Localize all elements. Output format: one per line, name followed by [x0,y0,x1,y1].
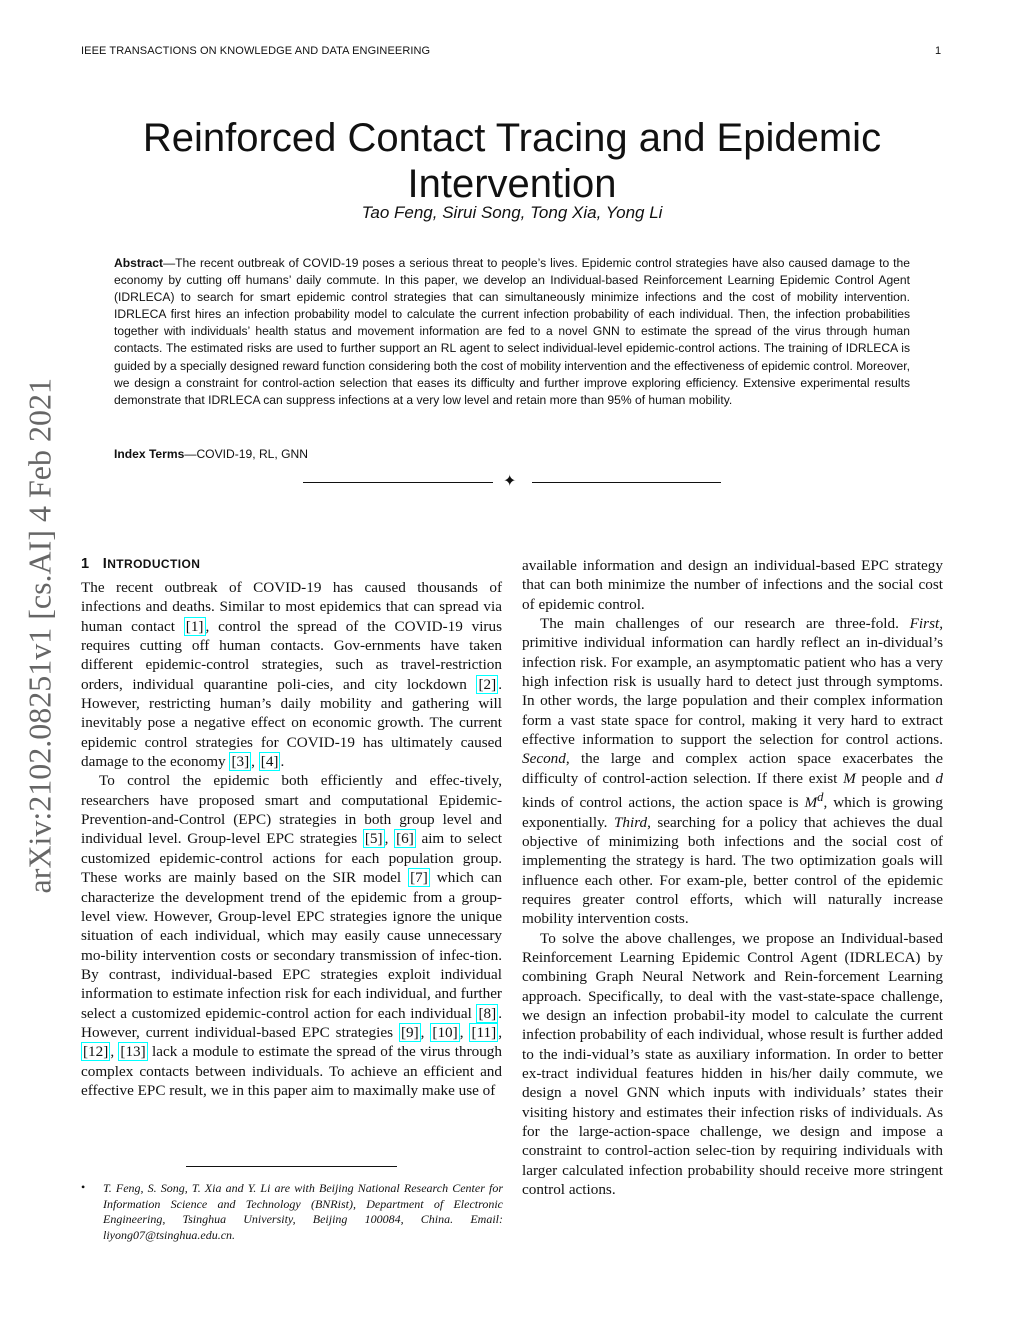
citation-link[interactable]: [5] [364,830,383,848]
emphasis-second: Second [522,750,566,768]
math-exponent: d [817,790,824,805]
text-run: aim to select customized epidemic-control actions for each population group. These works are mainly based on the SIR model [81,830,502,887]
paper-title: Reinforced Contact Tracing and Epidemic Intervention [142,115,882,206]
text-run: To control the epidemic both efficiently and effec-tively, researchers have proposed smart and computational Epidemic-Prevention-and-Control (EPC) strategies in both group level and individual level. Group-level EPC strategies [81,772,502,848]
citation-link[interactable]: [12] [83,1043,109,1061]
citation-link[interactable]: [7] [410,869,428,887]
text-run: kinds of control actions, the action space is [522,794,805,812]
math-variable: M [843,769,856,787]
abstract-label: Abstract [114,256,164,270]
citation-link[interactable]: [8] [478,1004,497,1022]
emphasis-first: First [909,615,940,633]
text-run: The recent outbreak of COVID-19 has caused thousands of infections and deaths. Similar to most epidemics that can spread via human contact [81,579,502,635]
text-run: , [110,1043,119,1061]
journal-header: IEEE TRANSACTIONS ON KNOWLEDGE AND DATA ENGINEERING [81,45,431,57]
section-title-initial: I [102,556,108,572]
left-column [81,578,502,1100]
text-run: , [420,1023,431,1041]
text-run: lack a module to estimate the spread of the virus through complex contacts between individuals. To achieve an efficient and effective EPC result, we in this paper aim to maximally make use of [81,1043,502,1099]
intro-paragraph-4 [522,614,943,929]
math-variable: d [935,769,943,787]
text-run: . However, restricting human’s daily mobility and gathering will inevitably pose a negative effect on economic growth. The current epidemic control strategies for COVID-19 has ultimately caused damage to the economy [81,675,502,771]
footnote-rule [186,1166,397,1167]
affiliation-footnote: T. Feng, S. Song, T. Xia and Y. Li are with Beijing National Research Center for Information Science and Technology (BNRist), Department of Electronic Engineering, Tsinghua University, Beijing 100084, China. Email: liyong07@tsinghua.edu.cn. [103,1181,503,1242]
text-run: people and [855,769,936,787]
citation-link[interactable]: [11] [471,1023,497,1041]
abstract-text: —The recent outbreak of COVID-19 poses a serious threat to people’s lives. Epidemic control strategies have also caused damage to the economy by cutting off humans’ daily commute. In this paper, we develop an Individual-based Reinforcement Learning Epidemic Control Agent (IDRLECA) to search for smart epidemic control strategies that can simultaneously minimize infections and the cost of mobility intervention. IDRLECA first hires an infection probability model to calculate the current infection probability of each individual. Then, the infection probabilities together with individuals’ health status and movement information are fed to a novel GNN to estimate the spread of the virus through human contacts. The estimated risks are used to further support an RL agent to select individual-level epidemic-control actions. The training of IDRLECA is guided by a specially designed reward function considering both the cost of mobility intervention and the effectiveness of epidemic control. Moreover, we design a constraint for control-action selection that eases its difficulty and further improve exploring efficiency. Extensive experimental results demonstrate that IDRLECA can suppress infections at a very low level and retain more than 95% of human mobility. [114,256,910,407]
text-run: , the large and complex action space exacerbates the difficulty of control-action selection. If there exist [522,750,943,787]
intro-paragraph-2 [81,771,502,1100]
text-run: , primitive individual information can hardly reflect an in-dividual’s infection risk. For example, an asymptomatic patient who has a very high infection risk is usually hard to detect just through symptoms. In other words, the large population and their complex information form a vast state space for control, making it very hard to extract effective information to support the selection for control actions. [522,615,943,749]
text-run: which can characterize the development trend of the epidemic from a group-level view. However, Group-level EPC strategies ignore the unique situation of each individual, which may easily cause unnecessary mo-bility intervention costs or secondary transmission of infec-tion. By contrast, individual-based EPC strategies exploit individual information to estimate infection risk for each individual, and further select a customized epidemic-control action for each individual [81,869,502,1022]
text-run: , searching for a policy that achieves the dual objective of minimizing both infections and the social cost of implementing the strategy is hard. The two optimization goals will influence each other. For exam-ple, better control of the epidemic requires greater control efforts, which will naturally increase mobility intervention costs. [522,813,943,928]
citation-link[interactable]: [3] [231,753,250,771]
text-run: . However, current individual-based EPC strategies [81,1004,502,1041]
separator-star-icon: ✦ [503,473,517,490]
citation-link[interactable]: [10] [432,1023,458,1041]
section-title-rest: NTRODUCTION [107,557,201,571]
index-terms [114,447,308,461]
text-run: , [384,830,395,848]
author-list: Tao Feng, Sirui Song, Tong Xia, Yong Li [361,203,663,222]
footnote-bullet: • [81,1180,86,1194]
section-heading [81,556,200,572]
index-terms-text: —COVID-19, RL, GNN [184,447,309,461]
citation-link[interactable]: [2] [478,675,497,693]
right-column [522,556,943,1199]
abstract [114,255,910,409]
section-number: 1 [81,556,90,572]
separator-line-left [303,482,493,483]
citation-link[interactable]: [6] [396,830,414,848]
text-run: The main challenges of our research are three-fold. [540,615,910,633]
separator-line-right [532,482,721,483]
math-variable: M [804,794,818,812]
text-run: , [251,753,259,771]
intro-paragraph-3: available information and design an individual-based EPC strategy that can both minimize the number of infections and the social cost of epidemic control. [522,557,943,613]
arxiv-stamp: arXiv:2102.08251v1 [cs.AI] 4 Feb 2021 [21,378,58,894]
text-run: , [498,1023,502,1041]
citation-link[interactable]: [9] [400,1023,419,1041]
page-number: 1 [935,45,942,57]
intro-paragraph-1 [81,578,502,771]
index-terms-label: Index Terms [114,447,185,461]
text-run: , control the spread of the COVID-19 virus requires cutting off human contacts. Gov-ernments have taken different epidemic-control strategies, such as travel-restriction orders, individual quarantine poli-cies, and city lockdown [81,617,502,693]
citation-link[interactable]: [1] [185,617,204,635]
text-run: , [459,1023,470,1041]
emphasis-third: Third [613,813,648,831]
intro-paragraph-5: To solve the above challenges, we propose an Individual-based Reinforcement Learning Epidemic Control Agent (IDRLECA) by combining Graph Neural Network and Rein-forcement Learning approach. Specifically, to deal with the vast-state-space challenge, we design an infection probabil-ity model to calculate the current infection probability of each individual, whose result is further added to the indi-vidual’s state as auxiliary information. In order to better ex-tract individual features hidden in his/her daily commute, we design a novel GNN which inputs with individuals’ states their visiting history and estimates their infection risks of individuals. As for the large-action-space challenge, we design and impose a constraint to control-action selec-tion by requiring individuals with larger calculated infection probability should receive more stringent control actions. [522,929,943,1199]
citation-link[interactable]: [13] [120,1043,146,1061]
text-run: , which is growing exponentially. [522,794,943,831]
text-run: . [280,753,285,771]
citation-link[interactable]: [4] [260,753,279,771]
